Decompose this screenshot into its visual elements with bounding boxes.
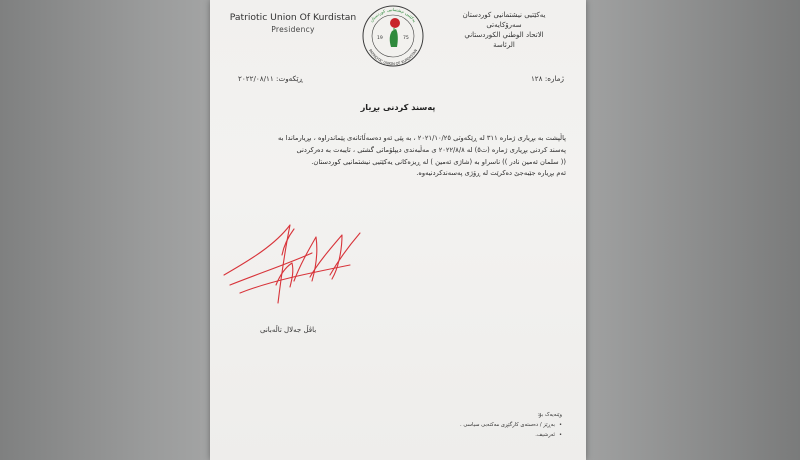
letterhead-english [228, 12, 358, 34]
org-name-arabic: الاتحاد الوطني الكوردستاني [464, 31, 544, 39]
letter-page [210, 0, 586, 460]
department-english: Presidency [271, 25, 315, 34]
copies-to [460, 410, 562, 440]
reference-date: ڕێکەوت: ٢٠٢٢/٠٨/١١ [238, 74, 303, 83]
copies-heading: وێنەیەک بۆ: [537, 412, 562, 418]
body-line-1: پاڵپشت بە بڕیاری ژمارە ٣١١ لە ڕێکەوتی ٢٠٢١/١٠/٢٥ ، بە پێی ئەو دەسەڵاتانەی پێماندراوە ، بڕیارماندا بە [278, 134, 566, 142]
background-left [0, 0, 210, 460]
letter-title: پەسند کردنی بڕیار [360, 102, 436, 112]
body-line-2: پەسند کردنی بڕیاری ژمارە (ت٥) لە ٢٠٢٢/٨/٨ ی مەڵبەندی دیپلۆماتی گشتی ، تایبەت بە دەرکردنی [296, 145, 566, 154]
copy-recipient-2: • ئەرشیف. [460, 430, 562, 440]
reference-number: ژمارە: ١٢٨ [530, 74, 564, 83]
department-kurdish: سەرۆکایەتی [486, 21, 522, 29]
logo-year-left: 19 [377, 36, 383, 41]
party-logo-emblem [352, 3, 434, 69]
org-name-english: Patriotic Union Of Kurdistan [229, 12, 357, 23]
logo-bottom-text: PATRIOTIC UNION OF KURDISTAN [367, 48, 419, 67]
rose-icon [390, 18, 400, 28]
signer-name: باڤڵ جەلال تاڵەبانی [260, 326, 317, 334]
handwritten-signature [220, 215, 390, 310]
copy-recipient-1: • بەڕێز / دەستەی کارگێڕی مەکتەبی سیاسی . [460, 420, 562, 430]
logo-year-right: 75 [403, 36, 409, 41]
letterhead-kurdish-arabic [444, 10, 564, 50]
background-right [585, 0, 800, 460]
letter-body [232, 133, 566, 180]
org-name-kurdish: یەکێتیی نیشتمانیی کوردستان [462, 11, 546, 19]
logo-top-text: یەکێتیی نیشتمانیی کوردستان [368, 7, 418, 24]
body-line-3: (( سلمان ئەمین نادر )) ناسراو بە (شاژی ئەمین ) لە ڕیزەکانی یەکێتیی نیشتمانیی کوردستان. [311, 157, 566, 166]
department-arabic: الرئاسة [493, 41, 515, 49]
body-line-4: ئەم بڕیارە جێبەجێ دەکرێت لە ڕۆژی پەسەندکردنیەوە. [416, 169, 566, 178]
